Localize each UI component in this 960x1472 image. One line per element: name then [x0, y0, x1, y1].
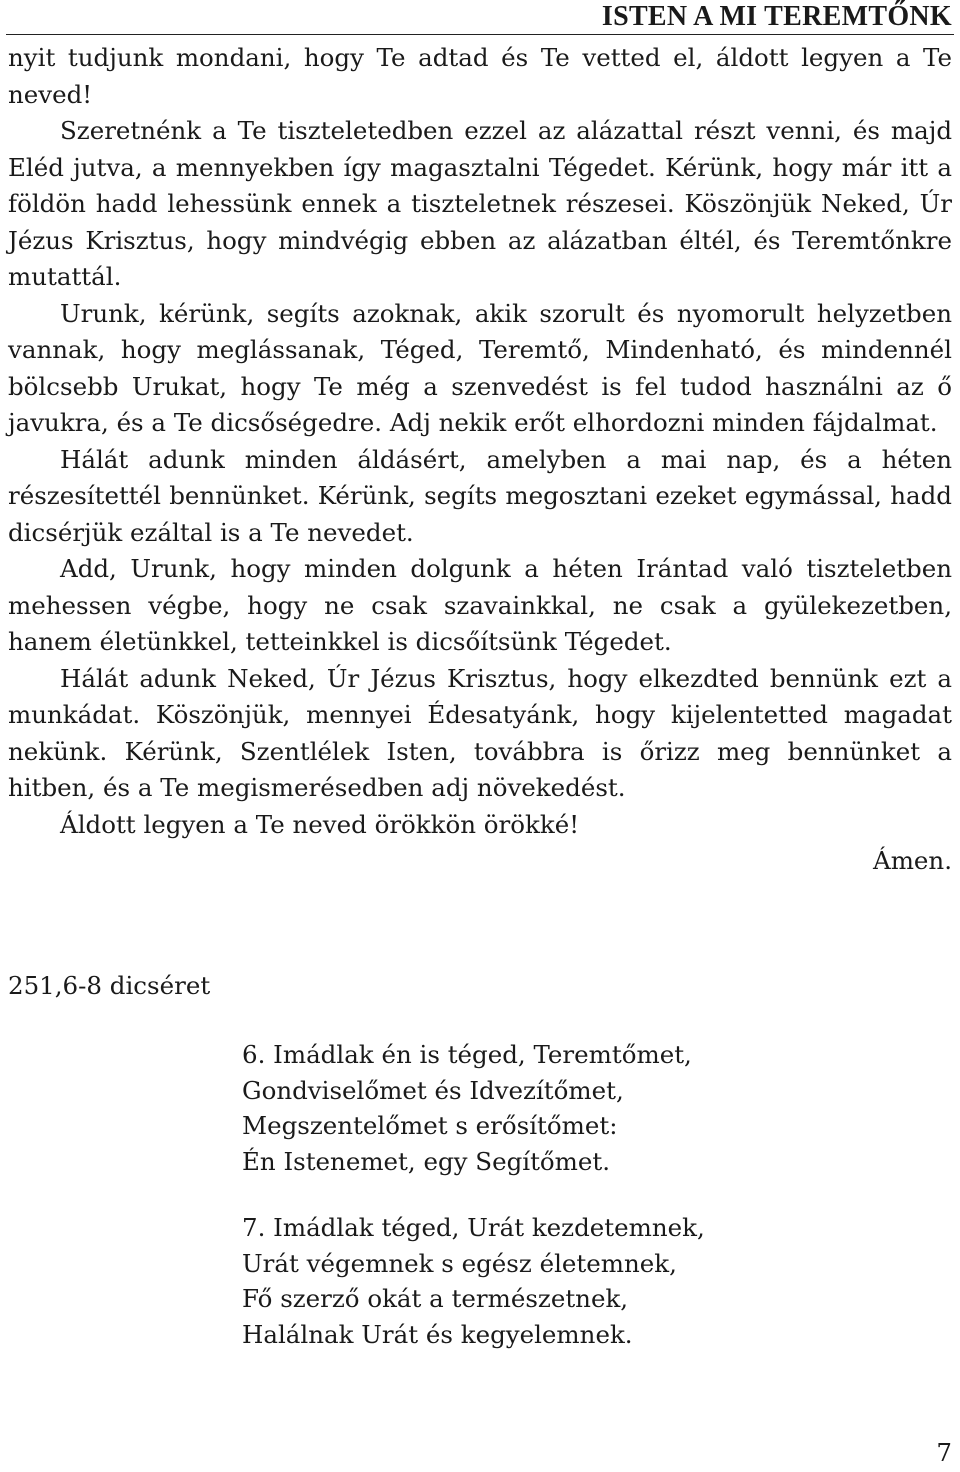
verse-line: 6. Imádlak én is téged, Teremtőmet, [242, 1040, 692, 1069]
verse-line: Megszentelőmet s erősítőmet: [242, 1111, 618, 1140]
running-header: ISTEN A MI TEREMTŐNK [601, 1, 952, 32]
paragraph: Urunk, kérünk, segíts azoknak, akik szorult és nyomorult helyzetben vannak, hogy meglássanak, Téged, Teremtő, Mindenható, és mindennél bölcsebb Urukat, hogy Te még a szenvedést is fel tudod használni az ő javukra, és a Te dicsőségedre. Adj nekik erőt elhordozni minden fájdalmat. [8, 298, 952, 437]
header-rule [6, 34, 954, 35]
closing-amen: Ámen. [873, 846, 952, 875]
paragraph: nyit tudjunk mondani, hogy Te adtad és Te vetted el, áldott legyen a Te neved! [8, 43, 952, 109]
hymn-verse [242, 1210, 705, 1352]
paragraph: Hálát adunk Neked, Úr Jézus Krisztus, hogy elkezdted bennünk ezt a munkádat. Köszönjük, mennyei Édesatyánk, hogy kijelentetted magadat nekünk. Kérünk, Szentlélek Isten, továbbra is őrizz meg bennünket a hitben, és a Te megismerésedben adj növekedést. [8, 663, 952, 802]
verse-line: Halálnak Urát és kegyelemnek. [242, 1319, 633, 1349]
page-number: 7 [936, 1438, 952, 1467]
verse-line: Gondviselőmet és Idvezítőmet, [242, 1075, 624, 1105]
verse-line: Fő szerző okát a természetnek, [242, 1284, 629, 1313]
paragraph: Add, Urunk, hogy minden dolgunk a héten Irántad való tiszteletben mehessen végbe, hogy ne csak szavainkkal, ne csak a gyülekezetben, hanem életünkkel, tetteinkkel is dicsőítsünk Tégedet. [8, 554, 952, 656]
hymn-reference: 251,6-8 dicséret [8, 971, 211, 1000]
paragraph: Hálát adunk minden áldásért, amelyben a mai nap, és a héten részesítettél bennünket. Kérünk, segíts megosztani ezeket egymással, hadd dicsérjük ezáltal is a Te nevedet. [8, 444, 952, 547]
paragraph: Áldott legyen a Te neved örökkön örökké! [60, 809, 580, 839]
verse-line: Urát végemnek s egész életemnek, [242, 1248, 677, 1278]
verse-line: Én Istenemet, egy Segítőmet. [242, 1146, 611, 1176]
verse-line: 7. Imádlak téged, Urát kezdetemnek, [242, 1213, 705, 1242]
prayer-text [8, 40, 952, 880]
hymn-verse [242, 1037, 705, 1179]
hymn-verses [242, 1037, 705, 1383]
paragraph: Szeretnénk a Te tiszteletedben ezzel az alázattal részt venni, és majd Eléd jutva, a mennyekben így magasztalni Tégedet. Kérünk, hogy már itt a földön hadd lehessünk ennek a tiszteletnek részesei. Köszönjük Neked, Úr Jézus Krisztus, hogy mindvégig ebben az alázatban éltél, és Teremtőnkre mutattál. [8, 116, 952, 291]
